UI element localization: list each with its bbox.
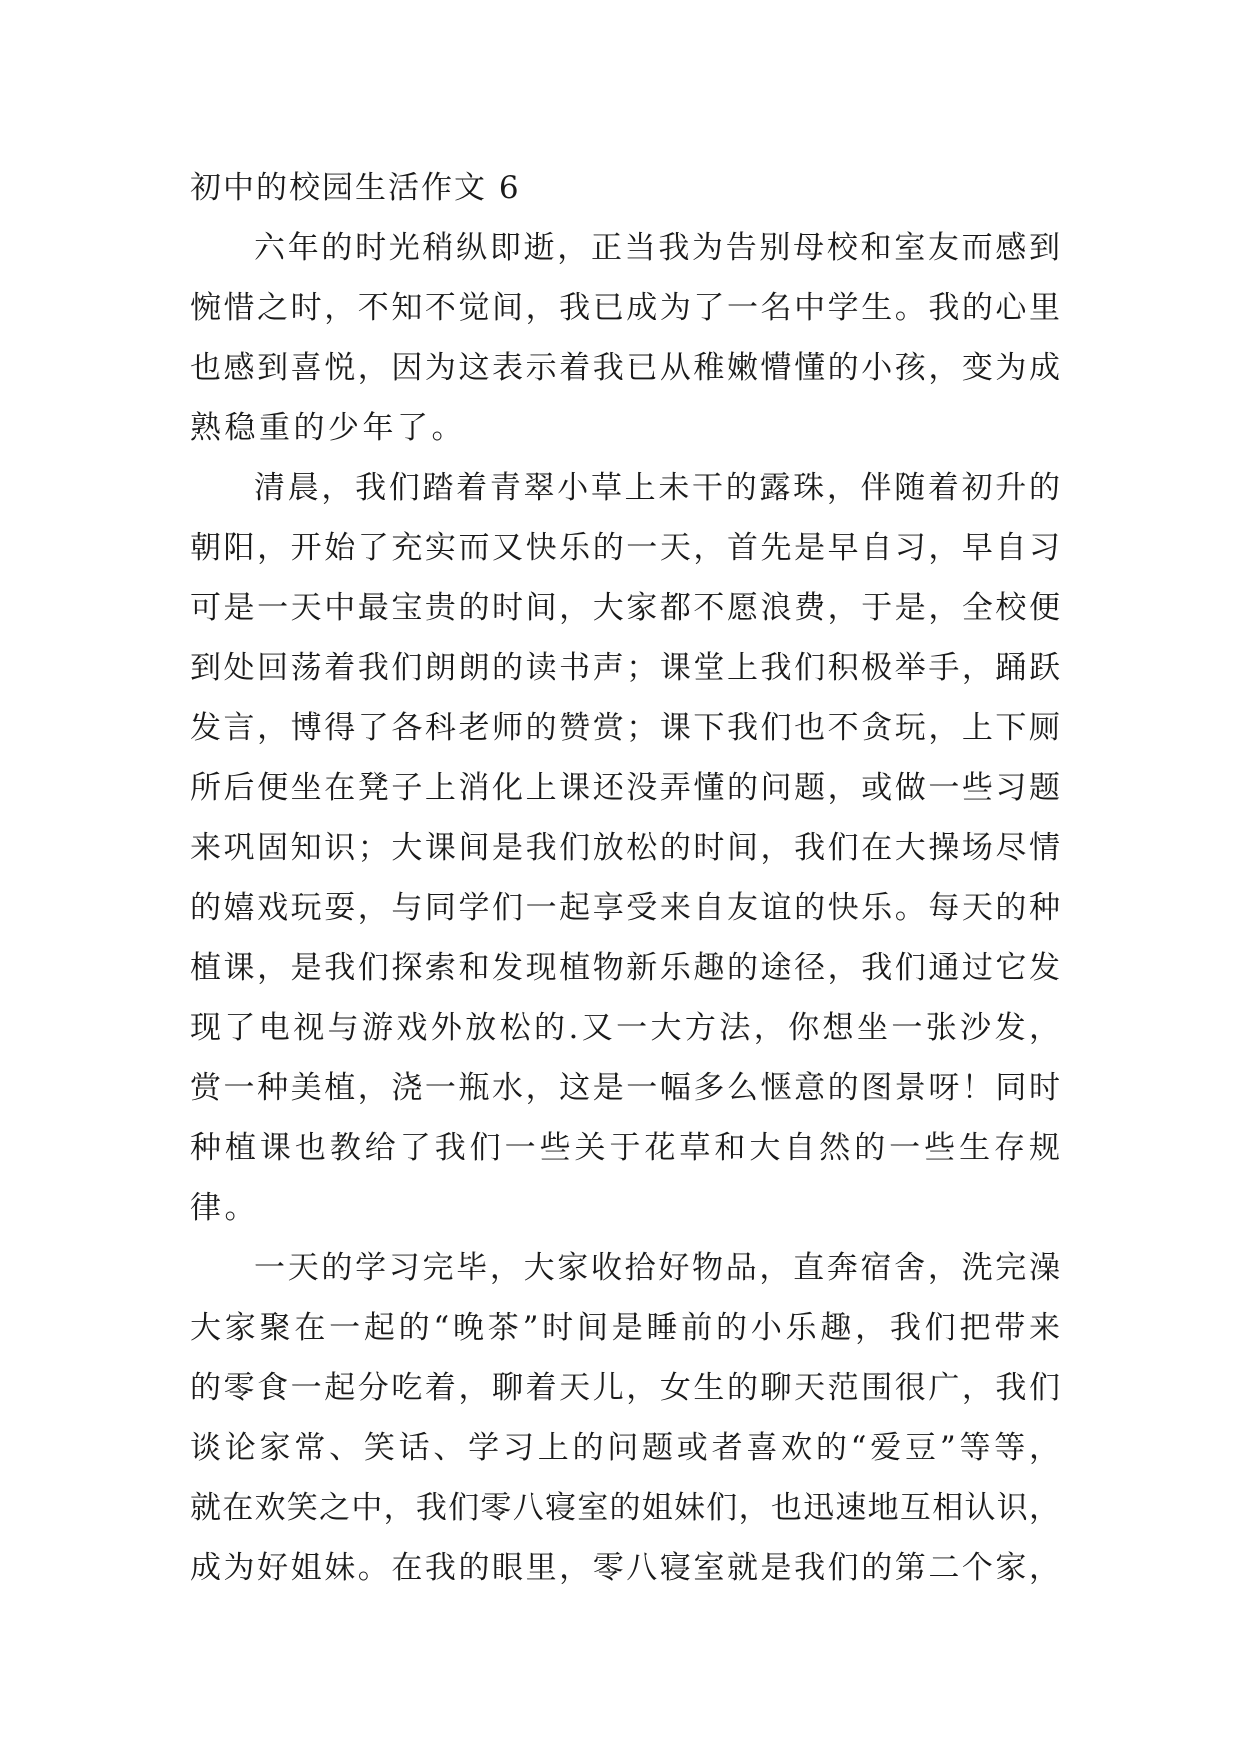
- paragraph-2-line-8: 的嬉戏玩耍，与同学们一起享受来自友谊的快乐。每天的种: [190, 890, 1060, 926]
- paragraph-2-line-4: 到处回荡着我们朗朗的读书声；课堂上我们积极举手，踊跃: [190, 650, 1060, 686]
- paragraph-3-line-1: 一天的学习完毕，大家收拾好物品，直奔宿舍，洗完澡: [254, 1250, 1060, 1286]
- paragraph-2-line-13: 律。: [190, 1190, 259, 1226]
- paragraph-3-line-4: 谈论家常、笑话、学习上的问题或者喜欢的“爱豆”等等，: [190, 1430, 1060, 1466]
- paragraph-1-line-3: 也感到喜悦，因为这表示着我已从稚嫩懵懂的小孩，变为成: [190, 350, 1060, 386]
- paragraph-3-line-3: 的零食一起分吃着，聊着天儿，女生的聊天范围很广，我们: [190, 1370, 1060, 1406]
- paragraph-2-line-1: 清晨，我们踏着青翠小草上未干的露珠，伴随着初升的: [254, 470, 1060, 506]
- document-title: 初中的校园生活作文 6: [190, 170, 521, 206]
- paragraph-3-line-2: 大家聚在一起的“晚茶”时间是睡前的小乐趣，我们把带来: [190, 1310, 1060, 1346]
- paragraph-2-line-3: 可是一天中最宝贵的时间，大家都不愿浪费，于是，全校便: [190, 590, 1060, 626]
- paragraph-3-line-6: 成为好姐妹。在我的眼里，零八寝室就是我们的第二个家，: [190, 1550, 1060, 1586]
- paragraph-1-line-1: 六年的时光稍纵即逝，正当我为告别母校和室友而感到: [254, 230, 1060, 266]
- paragraph-2-line-6: 所后便坐在凳子上消化上课还没弄懂的问题，或做一些习题: [190, 770, 1060, 806]
- paragraph-2-line-7: 来巩固知识；大课间是我们放松的时间，我们在大操场尽情: [190, 830, 1060, 866]
- paragraph-3-line-5: 就在欢笑之中，我们零八寝室的姐妹们，也迅速地互相认识，: [190, 1490, 1060, 1526]
- paragraph-2-line-5: 发言，博得了各科老师的赞赏；课下我们也不贪玩，上下厕: [190, 710, 1060, 746]
- document-page: [190, 158, 1060, 1598]
- paragraph-2-line-12: 种植课也教给了我们一些关于花草和大自然的一些生存规: [190, 1130, 1060, 1166]
- paragraph-1-line-4: 熟稳重的少年了。: [190, 410, 466, 446]
- paragraph-2-line-11: 赏一种美植，浇一瓶水，这是一幅多么惬意的图景呀！同时: [190, 1070, 1060, 1106]
- paragraph-2-line-10: 现了电视与游戏外放松的.又一大方法，你想坐一张沙发，: [190, 1010, 1060, 1046]
- paragraph-1-line-2: 惋惜之时，不知不觉间，我已成为了一名中学生。我的心里: [190, 290, 1060, 326]
- paragraph-2-line-2: 朝阳，开始了充实而又快乐的一天，首先是早自习，早自习: [190, 530, 1060, 566]
- paragraph-2-line-9: 植课，是我们探索和发现植物新乐趣的途径，我们通过它发: [190, 950, 1060, 986]
